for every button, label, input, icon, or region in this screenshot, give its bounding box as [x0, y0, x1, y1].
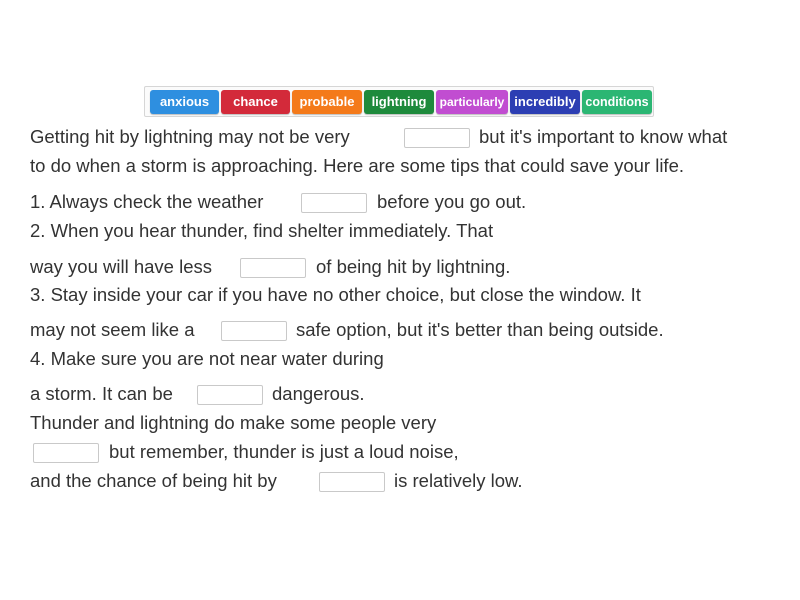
- blank-4[interactable]: [221, 321, 287, 341]
- word-chip-chance[interactable]: chance: [221, 90, 290, 114]
- text-line-2: to do when a storm is approaching. Here are some tips that could save your life.: [30, 155, 685, 176]
- word-bank: [144, 86, 654, 117]
- text-line-9b: dangerous.: [272, 383, 365, 404]
- word-chip-lightning[interactable]: lightning: [364, 90, 434, 114]
- blank-1[interactable]: [404, 128, 470, 148]
- word-chip-conditions[interactable]: conditions: [582, 90, 652, 114]
- word-chip-particularly[interactable]: particularly: [436, 90, 508, 114]
- text-line-7b: safe option, but it's better than being outside.: [296, 319, 664, 340]
- blank-5[interactable]: [197, 385, 263, 405]
- word-chip-anxious[interactable]: anxious: [150, 90, 219, 114]
- text-line-12b: is relatively low.: [394, 470, 523, 491]
- text-line-3a: 1. Always check the weather: [30, 191, 264, 212]
- blank-7[interactable]: [319, 472, 385, 492]
- text-line-11b: but remember, thunder is just a loud noise,: [109, 441, 459, 462]
- text-line-5a: way you will have less: [30, 256, 212, 277]
- text-line-8: 4. Make sure you are not near water during: [30, 348, 384, 369]
- blank-2[interactable]: [301, 193, 367, 213]
- text-line-1b: but it's important to know what: [479, 126, 728, 147]
- word-chip-probable[interactable]: probable: [292, 90, 362, 114]
- text-line-9a: a storm. It can be: [30, 383, 173, 404]
- text-line-6: 3. Stay inside your car if you have no other choice, but close the window. It: [30, 284, 641, 305]
- text-line-1a: Getting hit by lightning may not be very: [30, 126, 350, 147]
- text-line-10: Thunder and lightning do make some people very: [30, 412, 437, 433]
- text-line-5b: of being hit by lightning.: [316, 256, 511, 277]
- text-line-7a: may not seem like a: [30, 319, 195, 340]
- text-line-12a: and the chance of being hit by: [30, 470, 277, 491]
- text-line-3b: before you go out.: [377, 191, 527, 212]
- blank-3[interactable]: [240, 258, 306, 278]
- text-line-4: 2. When you hear thunder, find shelter immediately. That: [30, 220, 494, 241]
- word-chip-incredibly[interactable]: incredibly: [510, 90, 580, 114]
- blank-6[interactable]: [33, 443, 99, 463]
